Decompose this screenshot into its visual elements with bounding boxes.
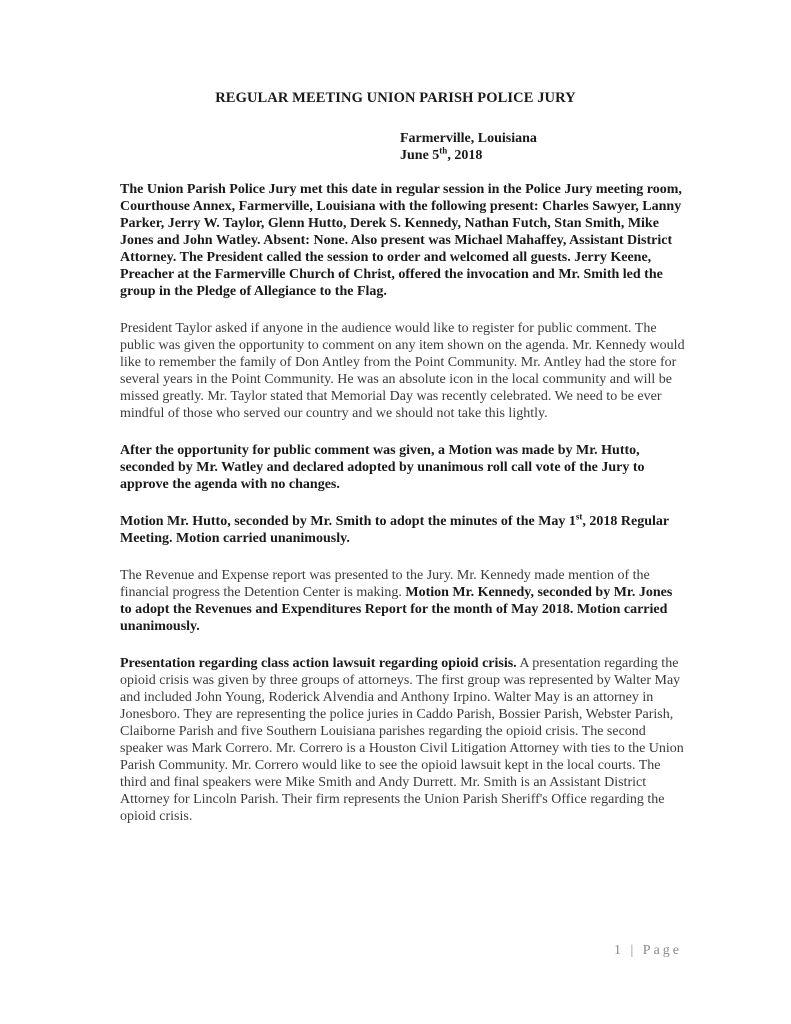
paragraph-opioid-presentation (120, 655, 686, 825)
minutes-motion-text: Motion Mr. Hutto, seconded by Mr. Smith to adopt the minutes of the May 1 (120, 514, 576, 529)
paragraph-agenda-motion: After the opportunity for public comment was given, a Motion was made by Mr. Hutto, seconded by Mr. Watley and declared adopted by unanimous roll call vote of the Jury to approve the agenda with no changes. (120, 443, 645, 492)
paragraph-minutes-motion (120, 513, 686, 547)
revenue-report-text: The Revenue and Expense report was presented to the Jury. Mr. Kennedy made mention of the financial progress the Detention Center is making. (120, 568, 650, 600)
page-number: 1 | Page (614, 943, 683, 958)
paragraph-public-comment: President Taylor asked if anyone in the audience would like to register for public comment. The public was given the opportunity to comment on any item shown on the agenda. Mr. Kennedy would like to remember the family of Don Antley from the Point Community. Mr. Antley had the store for several years in the Point Community. He was an absolute icon in the local community and will be missed greatly. Mr. Taylor stated that Memorial Day was recently celebrated. We need to be ever mindful of those who served our country and we should not take this lightly. (120, 321, 685, 421)
paragraph-revenue-report (120, 567, 686, 635)
paragraph-attendance: The Union Parish Police Jury met this date in regular session in the Police Jury meeting room, Courthouse Annex, Farmerville, Louisiana with the following present: Charles Sawyer, Lanny Parker, Jerry W. Taylor, Glenn Hutto, Derek S. Kennedy, Nathan Futch, Stan Smith, Mike Jones and John Watley. Absent: None. Also present was Michael Mahaffey, Assistant District Attorney. The President called the session to order and welcomed all guests. Jerry Keene, Preacher at the Farmerville Church of Christ, offered the invocation and Mr. Smith led the group in the Pledge of Allegiance to the Flag. (120, 182, 682, 299)
meeting-location-date (400, 130, 537, 164)
meeting-location: Farmerville, Louisiana (400, 131, 537, 146)
document-title: REGULAR MEETING UNION PARISH POLICE JURY (215, 90, 576, 106)
opioid-presentation-text: A presentation regarding the opioid crisis was given by three groups of attorneys. The first group was represented by Walter May and included John Young, Roderick Alvendia and Anthony Irpino. Walter May is an attorney in Jonesboro. They are representing the police juries in Caddo Parish, Bossier Parish, Webster Parish, Claiborne Parish and five Southern Louisiana parishes regarding the opioid crisis. The second speaker was Mark Correro. Mr. Correro is a Houston Civil Litigation Attorney with ties to the Union Parish Community. Mr. Correro would like to see the opioid lawsuit kept in the local courts. The third and final speakers were Mike Smith and Andy Durrett. Mr. Smith is an Assistant District Attorney for Lincoln Parish. Their firm represents the Union Parish Sheriff's Office regarding the opioid crisis. (120, 656, 684, 824)
minutes-body (120, 181, 686, 845)
date-text: June 5 (400, 148, 440, 163)
minutes-motion-text-end: , 2018 Regular Meeting. Motion carried unanimously. (120, 514, 669, 546)
revenue-report-motion: Motion Mr. Kennedy, seconded by Mr. Jones to adopt the Revenues and Expenditures Report for the month of May 2018. Motion carried unanimously. (120, 585, 673, 634)
minutes-motion-ordinal: st (575, 511, 583, 522)
opioid-presentation-heading: Presentation regarding class action lawsuit regarding opioid crisis. (120, 656, 517, 671)
meeting-date (400, 147, 537, 164)
date-ordinal: th (439, 145, 448, 156)
date-year: , 2018 (447, 148, 483, 163)
